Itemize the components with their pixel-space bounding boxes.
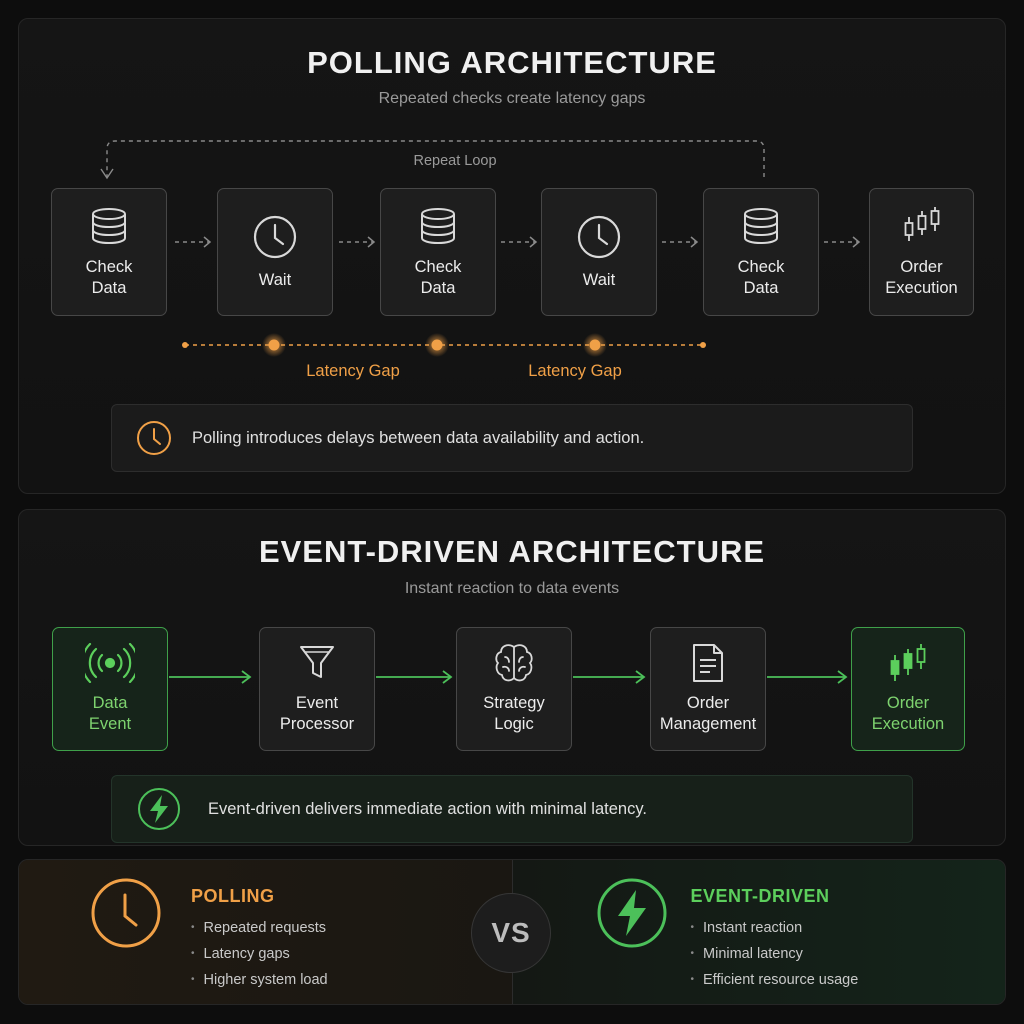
event-node-data-event — [52, 627, 168, 751]
poll-node-label: Check Data — [737, 258, 785, 297]
poll-node-label: Order Execution — [885, 258, 958, 297]
poll-node-label: Wait — [258, 270, 292, 289]
event-note — [111, 775, 913, 843]
event-arrows — [19, 668, 1007, 688]
event-node-event-processor — [259, 627, 375, 751]
lightning-icon — [136, 786, 182, 832]
event-node-label: Strategy Logic — [483, 694, 545, 733]
polling-arrows — [19, 234, 1007, 254]
event-node-label: Order Execution — [871, 694, 945, 733]
list-item: • Efficient resource usage — [691, 968, 859, 994]
poll-node-label: Check Data — [85, 258, 133, 297]
lightning-icon — [595, 876, 669, 950]
clock-icon — [89, 876, 163, 950]
list-item: • Higher system load — [191, 968, 328, 994]
latency-gap-timeline — [19, 331, 1007, 359]
polling-title: POLLING ARCHITECTURE — [307, 45, 717, 80]
polling-note — [111, 404, 913, 472]
event-node-order-management — [650, 627, 766, 751]
list-item: • Instant reaction — [691, 916, 859, 942]
list-item: • Minimal latency — [691, 942, 859, 968]
poll-node-label: Check Data — [414, 258, 462, 297]
polling-subtitle: Repeated checks create latency gaps — [378, 90, 646, 107]
clock-icon — [136, 420, 172, 456]
vs-badge: VS — [471, 893, 551, 973]
comparison-polling-title: POLLING — [191, 886, 275, 906]
event-node-strategy-logic — [456, 627, 572, 751]
comparison-event-list — [691, 916, 859, 994]
polling-panel — [18, 18, 1006, 494]
event-node-order-execution — [851, 627, 965, 751]
polling-note-text: Polling introduces delays between data availability and action. — [192, 428, 645, 447]
comparison-event-driven — [513, 860, 1006, 1004]
comparison-event-title: EVENT-DRIVEN — [690, 886, 830, 906]
event-subtitle: Instant reaction to data events — [404, 580, 620, 597]
comparison-panel — [18, 859, 1006, 1005]
event-driven-panel — [18, 509, 1006, 846]
latency-gap-label-2: Latency Gap — [528, 362, 622, 380]
event-node-label: Data Event — [88, 694, 132, 733]
event-node-label: Event Processor — [279, 694, 355, 733]
list-item: • Latency gaps — [191, 942, 328, 968]
list-item: • Repeated requests — [191, 916, 328, 942]
comparison-polling-list — [191, 916, 328, 994]
event-node-label: Order Management — [659, 694, 757, 733]
comparison-polling — [19, 860, 512, 1004]
event-title: EVENT-DRIVEN ARCHITECTURE — [258, 534, 766, 569]
event-note-text: Event-driven delivers immediate action with minimal latency. — [208, 799, 647, 818]
latency-gap-label-1: Latency Gap — [306, 362, 400, 380]
poll-node-label: Wait — [582, 270, 616, 289]
repeat-loop-label: Repeat Loop — [413, 153, 497, 169]
repeat-loop-line — [19, 19, 1007, 199]
